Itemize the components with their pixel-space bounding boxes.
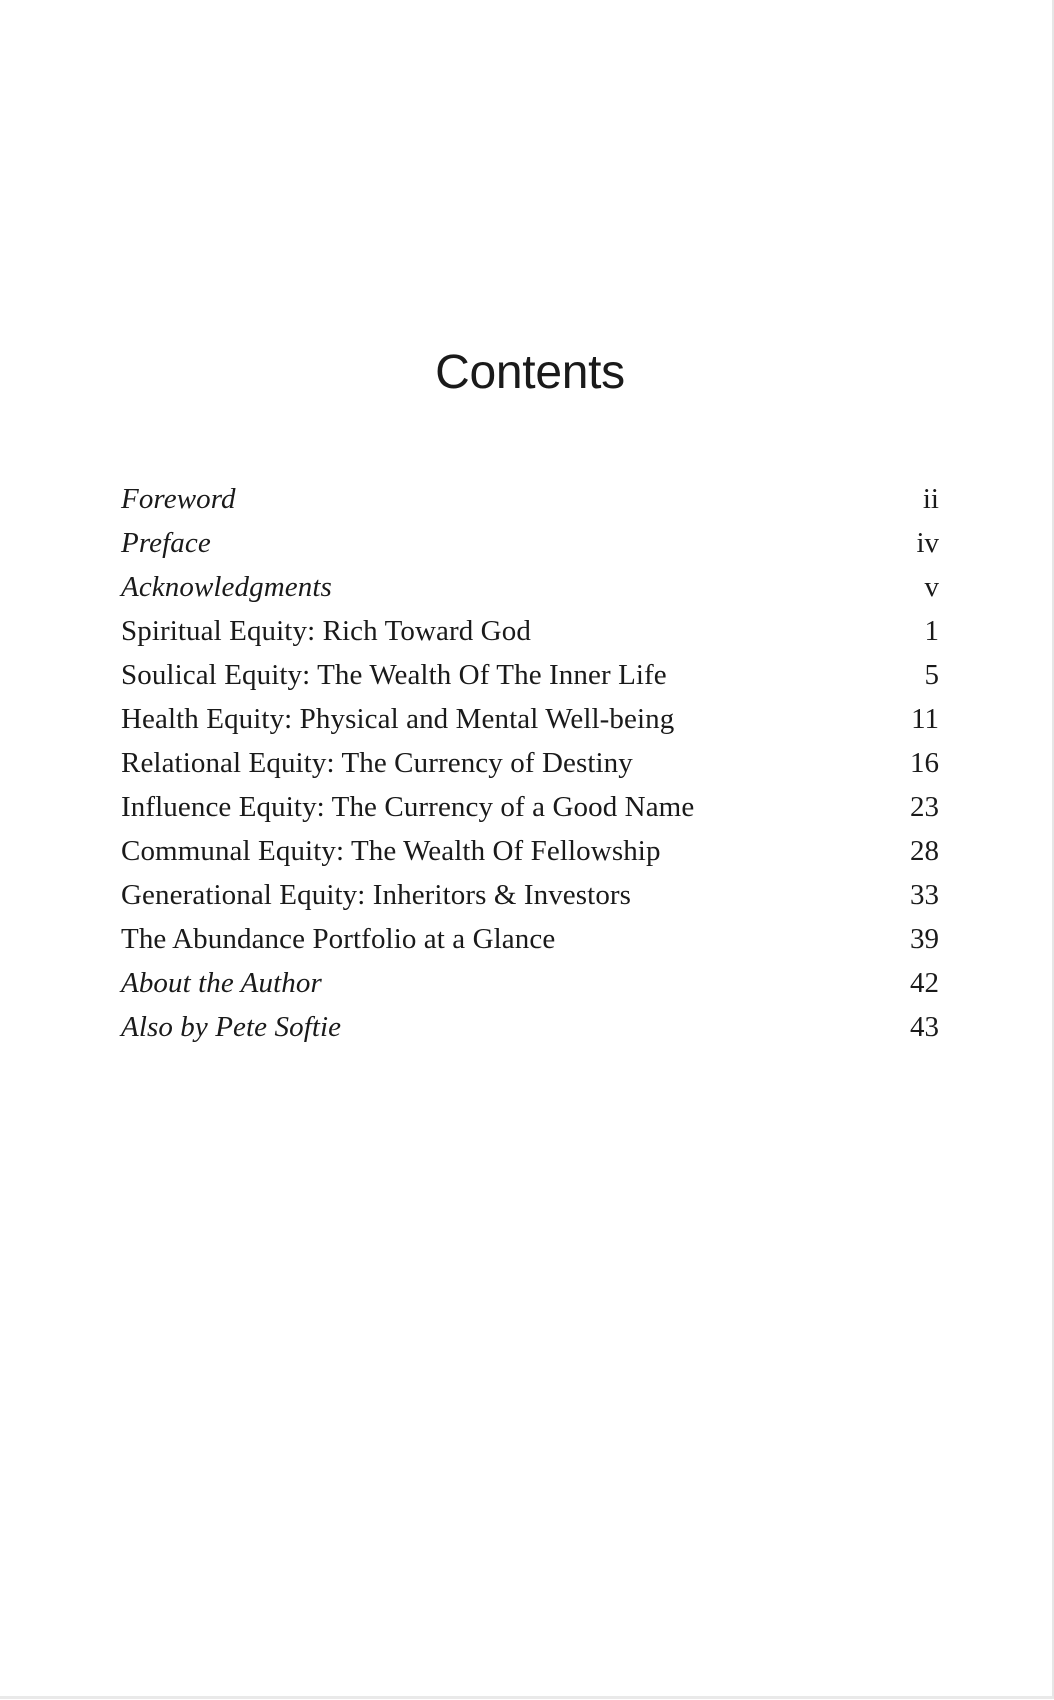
toc-entry-page-number: 42	[910, 967, 939, 999]
toc-entry-page-number: v	[924, 571, 939, 603]
toc-entry-health-equity[interactable]	[121, 697, 939, 741]
toc-entry-page-number: 16	[910, 747, 939, 779]
toc-entry-spiritual-equity[interactable]	[121, 609, 939, 653]
toc-entry-label: The Abundance Portfolio at a Glance	[121, 923, 556, 955]
toc-entry-page-number: 5	[924, 659, 939, 691]
toc-entry-page-number: 39	[910, 923, 939, 955]
toc-entry-label: Also by Pete Softie	[121, 1011, 342, 1043]
toc-entry-page-number: ii	[922, 483, 939, 515]
table-of-contents	[121, 477, 939, 1049]
page-title: Contents	[435, 346, 625, 399]
toc-entry-label: Spiritual Equity: Rich Toward God	[121, 615, 531, 647]
toc-entry-acknowledgments[interactable]	[121, 565, 939, 609]
toc-entry-label: Acknowledgments	[121, 571, 332, 603]
toc-entry-relational-equity[interactable]	[121, 741, 939, 785]
toc-entry-label: Preface	[121, 527, 211, 559]
toc-entry-label: Foreword	[121, 483, 236, 515]
toc-entry-page-number: 33	[910, 879, 939, 911]
toc-entry-also-by[interactable]	[121, 1005, 939, 1049]
toc-entry-page-number: 11	[911, 703, 939, 735]
toc-entry-page-number: 23	[910, 791, 939, 823]
toc-entry-foreword[interactable]	[121, 477, 939, 521]
toc-entry-label: About the Author	[121, 967, 322, 999]
toc-entry-communal-equity[interactable]	[121, 829, 939, 873]
toc-entry-label: Soulical Equity: The Wealth Of The Inner Life	[121, 659, 667, 691]
toc-entry-influence-equity[interactable]	[121, 785, 939, 829]
toc-entry-preface[interactable]	[121, 521, 939, 565]
toc-entry-generational-equity[interactable]	[121, 873, 939, 917]
toc-entry-page-number: 28	[910, 835, 939, 867]
toc-entry-label: Generational Equity: Inheritors & Investors	[121, 879, 632, 911]
toc-entry-page-number: iv	[916, 527, 939, 559]
toc-entry-label: Relational Equity: The Currency of Destiny	[121, 747, 633, 779]
toc-entry-soulical-equity[interactable]	[121, 653, 939, 697]
toc-entry-label: Health Equity: Physical and Mental Well-being	[121, 703, 675, 735]
toc-entry-label: Influence Equity: The Currency of a Good Name	[121, 791, 695, 823]
toc-entry-page-number: 43	[910, 1011, 939, 1043]
toc-entry-label: Communal Equity: The Wealth Of Fellowship	[121, 835, 661, 867]
toc-entry-page-number: 1	[924, 615, 939, 647]
toc-entry-about-the-author[interactable]	[121, 961, 939, 1005]
toc-entry-abundance-portfolio[interactable]	[121, 917, 939, 961]
